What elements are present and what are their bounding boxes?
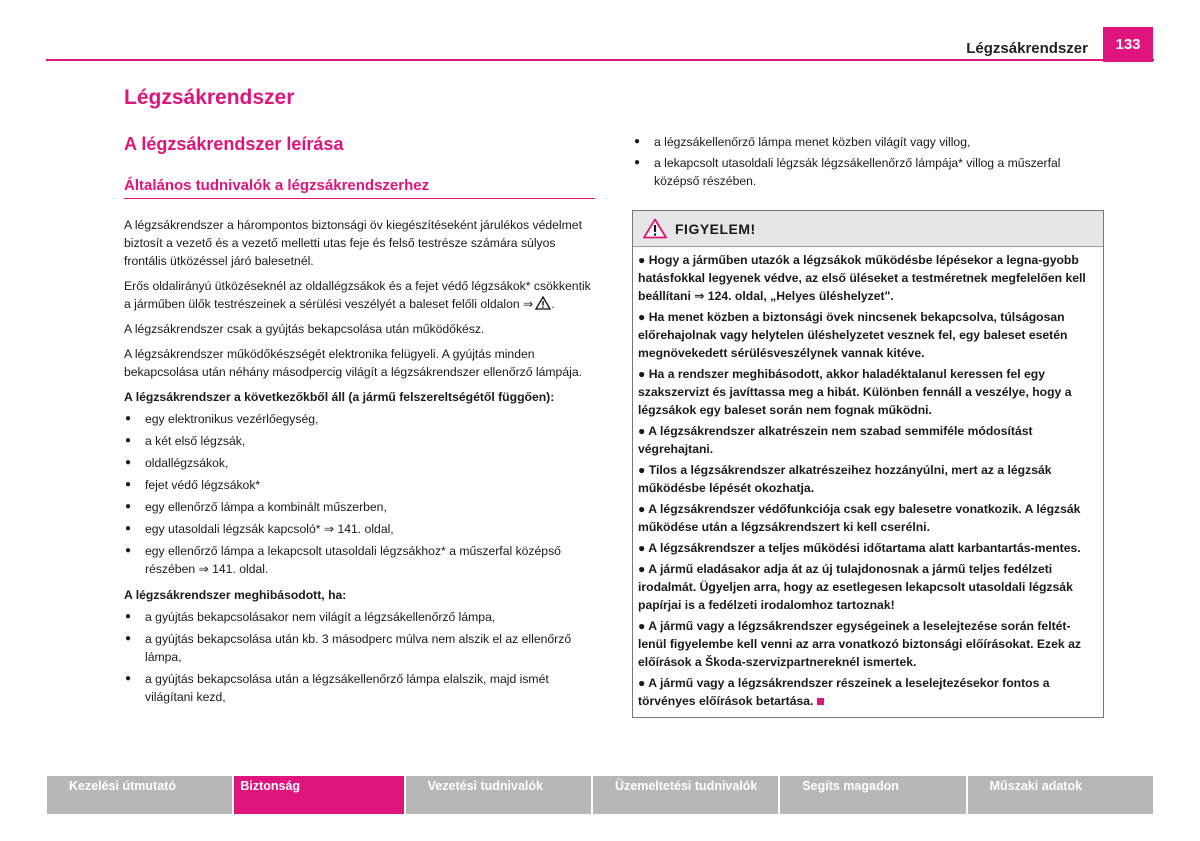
paragraph-text: Erős oldalirányú ütközéseknél az oldallégzsákok és a fejet védő légzsákok* csökkentik a járműben ülők testrészeinek a sérülési veszélyét a baleset felőli oldalon ⇒	[124, 279, 591, 311]
list-item	[633, 154, 1103, 190]
faults-list-continued	[633, 133, 1103, 190]
paragraph: A légzsákrendszer csak a gyújtás bekapcsolása után működőkész.	[124, 322, 485, 336]
tab-uzemeltetesi-tudnivalok[interactable]: Üzemeltetési tudnivalók	[593, 776, 778, 814]
footer-nav	[47, 776, 1153, 814]
components-list	[124, 410, 594, 578]
subsection-divider	[124, 198, 595, 199]
end-square-icon	[817, 698, 824, 705]
warning-body	[633, 247, 1103, 717]
warning-triangle-icon	[535, 296, 551, 310]
warning-item: ● A légzsákrendszer védőfunkciója csak egy balesetre vonatkozik. A légzsák működése után a légzsákrendszert ki kell cserélni.	[638, 502, 1081, 534]
warning-item: ● A légzsákrendszer a teljes működési időtartama alatt karbantartás-mentes.	[638, 541, 1081, 555]
faults-list	[124, 608, 594, 706]
list-item-text: egy utasoldali légzsák kapcsoló* ⇒ 141. oldal,	[145, 522, 394, 536]
bullet-icon: ●	[125, 413, 132, 424]
list-item-text: oldallégzsákok,	[145, 456, 229, 470]
list-item	[124, 630, 594, 666]
bullet-icon: ●	[125, 479, 132, 490]
list-item	[124, 410, 594, 428]
header-divider	[46, 59, 1154, 61]
bullet-icon: ●	[634, 136, 641, 147]
bullet-icon: ●	[125, 673, 132, 684]
warning-item-text: Ha a rendszer meghibásodott, akkor haladéktalanul keressen fel egy szakszervizt és javíttassa meg a hibát. Különben fennáll a veszélye, hogy a légzsákok egy baleset során nem fognak működni.	[638, 367, 1072, 417]
bullet-icon: ●	[634, 157, 641, 168]
list-item	[124, 608, 594, 626]
warning-item: ● A légzsákrendszer alkatrészein nem szabad semmiféle módosítást végrehajtani.	[638, 424, 1033, 456]
warning-item: ● Ha menet közben a biztonsági övek nincsenek bekapcsolva, túlságosan előrehajolnak vagy helytelen üléshelyzetet vesznek fel, egy baleset esetén megnövekedett sérülésveszélynek vannak kitéve.	[638, 310, 1068, 360]
faults-title: A légzsákrendszer meghibásodott, ha:	[124, 588, 347, 602]
list-item-text: egy ellenőrző lámpa a lekapcsolt utasoldali légzsákhoz* a műszerfal középső részében ⇒ 141. oldal.	[145, 544, 561, 576]
subsection-title: Általános tudnivalók a légzsákrendszerhez	[124, 177, 430, 194]
paragraph-end: .	[551, 297, 555, 311]
list-item-text: a két első légzsák,	[145, 434, 246, 448]
warning-item: ● A jármű eladásakor adja át az új tulajdonosnak a jármű teljes fedélzeti irodalmát. Ügyeljen arra, hogy az esetlegesen lekapcsolt utasoldali légzsák papírjai is a fedélzeti irodalomhoz tartoznak!	[638, 562, 1073, 612]
warning-item: ● A jármű vagy a légzsákrendszer egységeinek a leselejtezése során feltét-lenül figyelembe kell venni az arra vonatkozó biztonsági előírásokat. Ezek az előírások a Škoda-szervizpartnereknél ismertek.	[638, 619, 1081, 669]
chapter-title: Légzsákrendszer	[124, 86, 295, 109]
bullet-icon: ●	[125, 633, 132, 644]
bullet-icon: ●	[125, 611, 132, 622]
list-item-text: fejet védő légzsákok*	[145, 478, 261, 492]
tab-kezelesi-utmutato[interactable]: Kezelési útmutató	[47, 776, 232, 814]
warning-item: ● A jármű vagy a légzsákrendszer részeinek a leselejtezésekor fontos a törvényes előírások betartása.	[638, 676, 1050, 708]
list-item	[124, 476, 594, 494]
list-item	[633, 133, 1103, 151]
warning-item: ● Hogy a járműben utazók a légzsákok működésbe lépésekor a legna-gyobb hatásfokkal legyenek védve, az első üléseket a testméretnek megfelelően kell beállítani ⇒ 124. oldal, „Helyes üléshelyzet".	[638, 253, 1086, 303]
warning-box	[632, 210, 1104, 718]
tab-segits-magadon[interactable]: Segíts magadon	[780, 776, 965, 814]
paragraph	[124, 277, 594, 313]
list-item	[124, 432, 594, 450]
warning-item-text: A légzsákrendszer védőfunkciója csak egy balesetre vonatkozik. A légzsák működése után a légzsákrendszert ki kell cserélni.	[638, 502, 1081, 534]
list-item-text: a gyújtás bekapcsolása után a légzsákellenőrző lámpa elalszik, majd ismét világítani kezd,	[145, 672, 549, 704]
list-item	[124, 454, 594, 472]
list-item-text: egy ellenőrző lámpa a kombinált műszerben,	[145, 500, 387, 514]
list-item	[124, 498, 594, 516]
list-item-text: a gyújtás bekapcsolása után kb. 3 másodperc múlva nem alszik el az ellenőrző lámpa,	[145, 632, 572, 664]
bullet-icon: ●	[125, 523, 132, 534]
list-item	[124, 542, 594, 578]
warning-triangle-icon	[643, 218, 667, 239]
warning-item-text: A jármű vagy a légzsákrendszer részeinek a leselejtezésekor fontos a törvényes előírások betartása.	[638, 676, 1050, 708]
warning-item-text: A légzsákrendszer alkatrészein nem szabad semmiféle módosítást végrehajtani.	[638, 424, 1033, 456]
list-item-text: a gyújtás bekapcsolásakor nem világít a légzsákellenőrző lámpa,	[145, 610, 496, 624]
page-number: 133	[1103, 27, 1153, 62]
list-item-text: a lekapcsolt utasoldali légzsák légzsákellenőrző lámpája* villog a műszerfal középső részében.	[654, 156, 1061, 188]
tab-biztonsag[interactable]: Biztonság	[234, 776, 403, 814]
tab-vezetesi-tudnivalok[interactable]: Vezetési tudnivalók	[406, 776, 591, 814]
list-item	[124, 670, 594, 706]
tab-muszaki-adatok[interactable]: Műszaki adatok	[968, 776, 1153, 814]
warning-item: ● Tilos a légzsákrendszer alkatrészeihez hozzányúlni, mert az a légzsák működésbe lépését okozhatja.	[638, 463, 1052, 495]
list-item-text: a légzsákellenőrző lámpa menet közben világít vagy villog,	[654, 135, 971, 149]
bullet-icon: ●	[125, 545, 132, 556]
warning-item-text: A jármű vagy a légzsákrendszer egységeinek a leselejtezése során feltét-lenül figyelembe kell venni az arra vonatkozó biztonsági előírásokat. Ezek az előírások a Škoda-szervizpartnereknél ismertek.	[638, 619, 1081, 669]
components-title: A légzsákrendszer a következőkből áll (a jármű felszereltségétől függően):	[124, 390, 555, 404]
warning-item-text: A jármű eladásakor adja át az új tulajdonosnak a jármű teljes fedélzeti irodalmát. Ügyeljen arra, hogy az esetlegesen lekapcsolt utasoldali légzsák papírjai is a fedélzeti irodalomhoz tartoznak!	[638, 562, 1073, 612]
paragraph: A légzsákrendszer a hárompontos biztonsági öv kiegészítéseként járulékos védelmet biztosít a vezető és a vezető melletti utas feje és felső testrésze számára súlyos frontális ütközéssel járó balesetnél.	[124, 218, 582, 268]
warning-header	[633, 211, 1103, 247]
warning-item: ● Ha a rendszer meghibásodott, akkor haladéktalanul keressen fel egy szakszervizt és javíttassa meg a hibát. Különben fennáll a veszélye, hogy a légzsákok egy baleset során nem fognak működni.	[638, 367, 1072, 417]
right-column-top	[633, 133, 1103, 198]
warning-item-text: Ha menet közben a biztonsági övek nincsenek bekapcsolva, túlságosan előrehajolnak vagy helytelen üléshelyzetet vesznek fel, egy baleset esetén megnövekedett sérülésveszélynek vannak kitéve.	[638, 310, 1068, 360]
list-item	[124, 520, 594, 538]
section-title: A légzsákrendszer leírása	[124, 134, 344, 154]
bullet-icon: ●	[125, 457, 132, 468]
warning-label: FIGYELEM!	[675, 220, 756, 237]
list-item-text: egy elektronikus vezérlőegység,	[145, 412, 319, 426]
warning-item-text: A légzsákrendszer a teljes működési időtartama alatt karbantartás-mentes.	[648, 541, 1081, 555]
bullet-icon: ●	[125, 435, 132, 446]
left-column	[124, 216, 594, 714]
warning-item-text: Hogy a járműben utazók a légzsákok működésbe lépésekor a legna-gyobb hatásfokkal legyenek védve, az első üléseket a testméretnek megfelelően kell beállítani ⇒ 124. oldal, „Helyes üléshelyzet".	[638, 253, 1086, 303]
bullet-icon: ●	[125, 501, 132, 512]
running-header-title: Légzsákrendszer	[966, 40, 1088, 57]
paragraph: A légzsákrendszer működőkészségét elektronika felügyeli. A gyújtás minden bekapcsolása után néhány másodpercig világít a légzsákrendszer ellenőrző lámpája.	[124, 347, 582, 379]
warning-item-text: Tilos a légzsákrendszer alkatrészeihez hozzányúlni, mert az a légzsák működésbe lépését okozhatja.	[638, 463, 1052, 495]
